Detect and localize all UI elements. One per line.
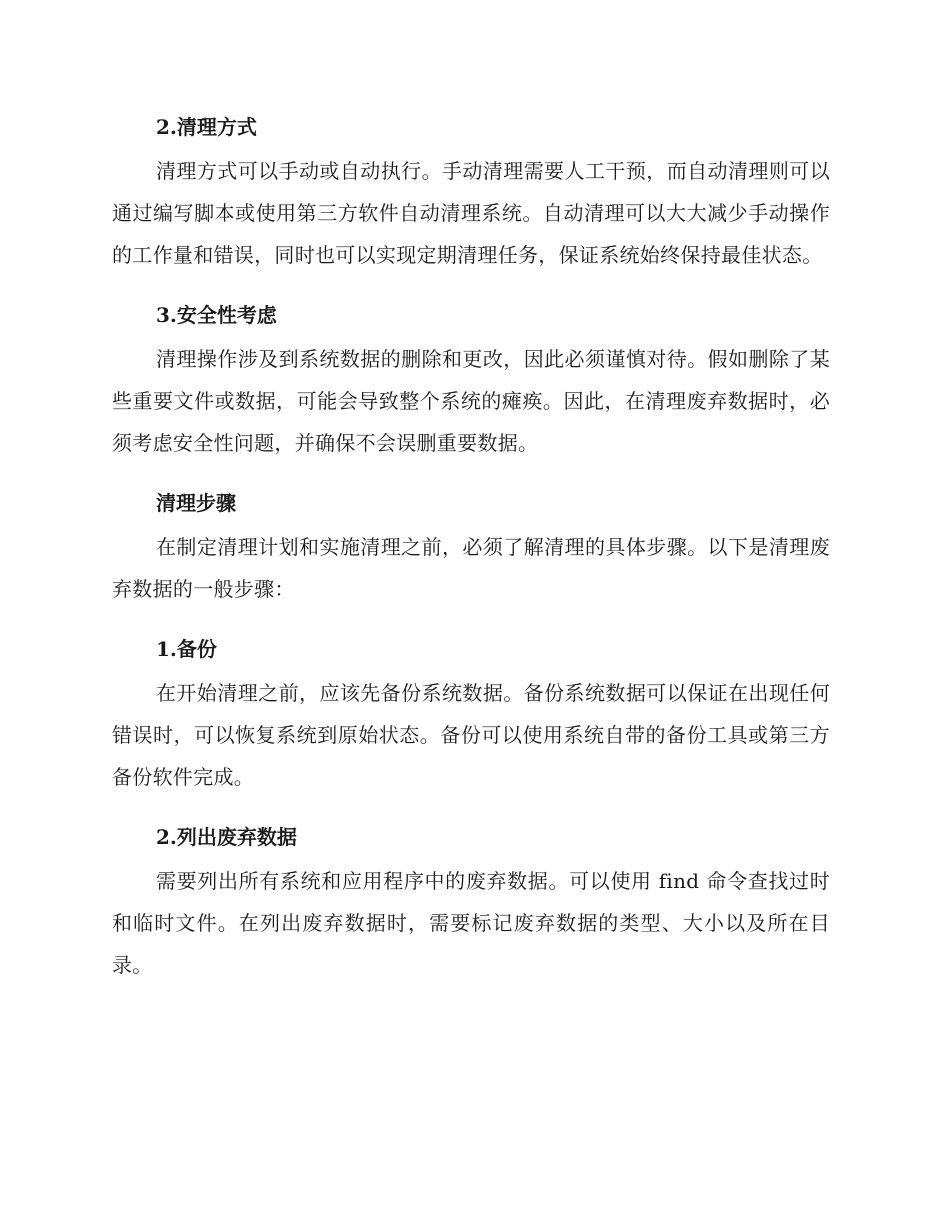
- section-paragraph: 在开始清理之前，应该先备份系统数据。备份系统数据可以保证在出现任何错误时，可以恢复系统到原始状态。备份可以使用系统自带的备份工具或第三方备份软件完成。: [112, 681, 830, 789]
- section-heading: 3.安全性考虑: [156, 303, 277, 327]
- section-heading: 2.列出废弃数据: [156, 825, 297, 849]
- section-cleanup-method: [112, 112, 830, 276]
- section-paragraph: 在制定清理计划和实施清理之前，必须了解清理的具体步骤。以下是清理废弃数据的一般步骤：: [112, 535, 830, 601]
- section-paragraph: 需要列出所有系统和应用程序中的废弃数据。可以使用 find 命令查找过时和临时文件。在列出废弃数据时，需要标记废弃数据的类型、大小以及所在目录。: [112, 869, 830, 977]
- section-heading: 1.备份: [156, 637, 217, 661]
- section-paragraph: 清理操作涉及到系统数据的删除和更改，因此必须谨慎对待。假如删除了某些重要文件或数据，可能会导致整个系统的瘫痪。因此，在清理废弃数据时，必须考虑安全性问题，并确保不会误删重要数据。: [112, 347, 830, 455]
- section-heading: 清理步骤: [156, 491, 236, 515]
- section-paragraph: 清理方式可以手动或自动执行。手动清理需要人工干预，而自动清理则可以通过编写脚本或使用第三方软件自动清理系统。自动清理可以大大减少手动操作的工作量和错误，同时也可以实现定期清理任务，保证系统始终保持最佳状态。: [112, 159, 830, 267]
- section-list-obsolete-data: [112, 822, 830, 986]
- section-security-considerations: [112, 300, 830, 464]
- section-backup: [112, 634, 830, 798]
- section-cleanup-steps: [112, 488, 830, 610]
- section-heading: 2.清理方式: [156, 115, 257, 139]
- document-body: [112, 112, 830, 986]
